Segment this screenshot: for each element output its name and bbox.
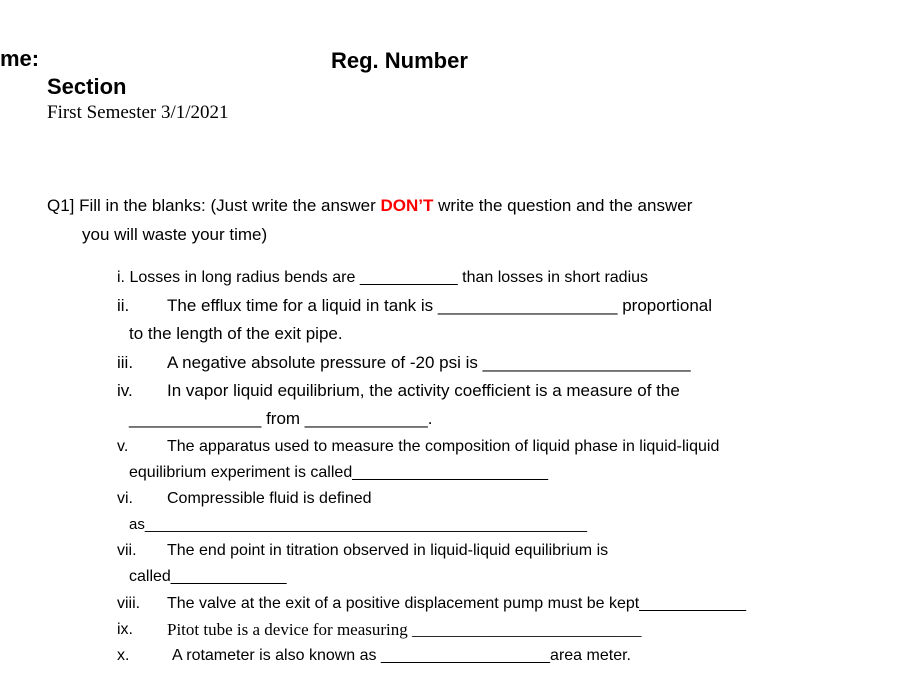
item-v-text: The apparatus used to measure the composition of liquid phase in liquid-liquid [167,438,720,455]
item-vi-num: vi. [117,490,133,507]
question-prefix: Q1] Fill in the blanks: (Just write the answer [47,196,381,215]
item-viii-text: The valve at the exit of a positive displacement pump must be kept____________ [167,595,747,612]
item-viii-num: viii. [117,595,141,612]
question-suffix: write the question and the answer [433,196,693,215]
item-v-num: v. [117,438,129,455]
item-vi-continuation: as_____________________________________________________ [129,516,587,533]
item-ii-num: ii. [117,296,130,315]
item-iii-text: A negative absolute pressure of -20 psi is ______________________ [167,353,691,372]
item-iv-text: In vapor liquid equilibrium, the activity coefficient is a measure of the [167,381,680,400]
item-vii-continuation: called_____________ [129,568,287,585]
semester-line: First Semester 3/1/2021 [47,102,229,123]
reg-number-label: Reg. Number [331,48,468,73]
item-iv-num: iv. [117,381,133,400]
question-emphasis: DON’T [380,196,434,215]
item-iv-continuation: ______________ from _____________. [129,409,433,428]
item-i: i. Losses in long radius bends are ___________ than losses in short radius [117,269,649,286]
item-ii-continuation: to the length of the exit pipe. [129,324,343,343]
item-iii-num: iii. [117,353,134,372]
item-v-continuation: equilibrium experiment is called______________________ [129,464,548,481]
section-label: Section [47,74,127,99]
name-label: me: [0,46,40,71]
item-x-text: A rotameter is also known as ___________________area meter. [172,647,631,664]
item-ii-text: The efflux time for a liquid in tank is ___________________ proportional [167,296,713,315]
item-vii-num: vii. [117,542,137,559]
item-vi-text: Compressible fluid is defined [167,490,372,507]
item-vii-text: The end point in titration observed in liquid-liquid equilibrium is [167,542,609,559]
item-ix-num: ix. [117,621,133,638]
question-line-2: you will waste your time) [82,225,268,244]
question-title [47,196,692,216]
item-x-num: x. [117,647,130,664]
item-ix-text: Pitot tube is a device for measuring ___________________________ [167,620,642,639]
